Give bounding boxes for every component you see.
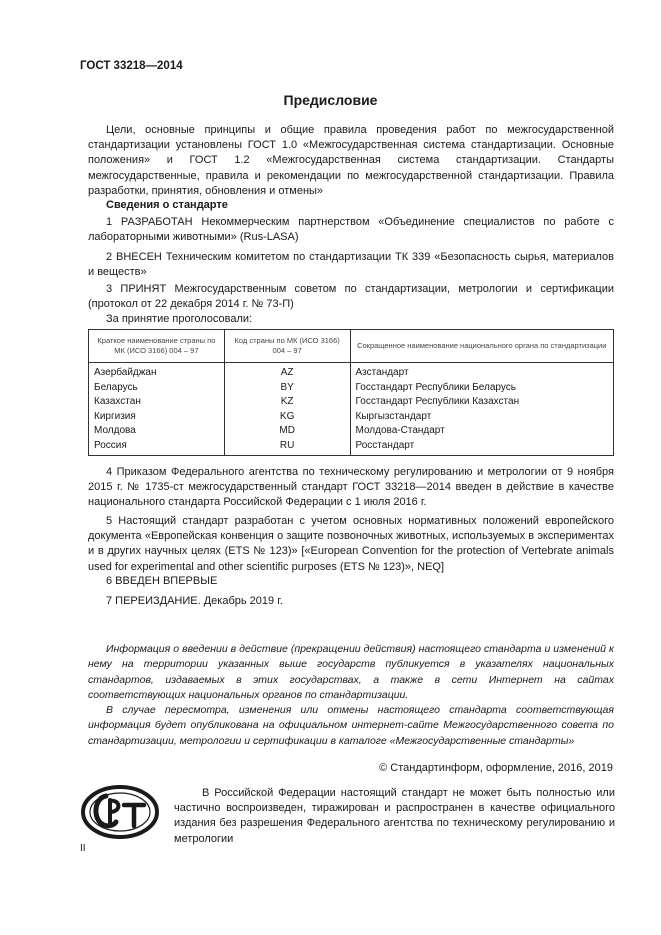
cell-body: Кыргызстандарт [350,410,613,425]
vote-table-header [89,330,614,363]
vote-table [88,329,614,456]
table-row [89,381,614,396]
info-note [88,642,614,704]
item-6-text: 6 ВВЕДЕН ВПЕРВЫЕ [106,575,218,587]
cell-country: Молдова [89,424,225,439]
item-3-text: 3 ПРИНЯТ Межгосударственным советом по стандартизации, метрологии и сертификации (протокол от 22 декабря 2014 г. № 73-П) [88,283,614,311]
header-country: Краткое наименование страны по МК (ИСО 3166) 004 – 97 [89,330,225,363]
intro-text: Цели, основные принципы и общие правила проведения работ по межгосударственной стандартизации установлены ГОСТ 1.0 «Межгосударственная система стандартизации. Основные положения» и ГОСТ 1.2 «Межгосударственная система стандартизации. Стандарты межгосударственные, правила и рекомендации по межгосударственной стандартизации. Правила разработки, принятия, обновления и отмены» [88,124,614,197]
table-row [89,424,614,439]
cell-body: Росстандарт [350,439,613,456]
page-number: II [80,843,86,854]
vote-intro: За принятие проголосовали: [106,313,253,325]
legal-notice-text: В Российской Федерации настоящий стандарт не может быть полностью или частично воспроизведен, тиражирован и распространен в качестве официального издания без разрешения Федерального агентства по техническому регулированию и метрологии [174,787,615,845]
cell-body: Молдова-Стандарт [350,424,613,439]
cell-country: Азербайджан [89,363,225,381]
item-5-text: 5 Настоящий стандарт разработан с учетом основных нормативных положений европейского документа «Европейская конвенция о защите позвоночных животных, используемых в экспериментах и в других научных целях (ETS № 123)» [«European Convention for the protection of Vertebrate animals used for experimental and other scientific purposes (ETS № 123)», NEQ] [88,515,614,573]
header-body: Сокращенное наименование национального органа по стандартизации [350,330,613,363]
cell-code: AZ [224,363,350,381]
rst-logo-icon [80,784,160,840]
cell-code: MD [224,424,350,439]
cell-code: KG [224,410,350,425]
table-row [89,363,614,381]
item-7-text: 7 ПЕРЕИЗДАНИЕ. Декабрь 2019 г. [106,595,283,607]
table-row [89,395,614,410]
cell-body: Госстандарт Республики Казахстан [350,395,613,410]
revision-note-text: В случае пересмотра, изменения или отмены настоящего стандарта соответствующая информация будет опубликована на официальном интернет-сайте Межгосударственного совета по стандартизации, метрологии и сертификации в каталоге «Межгосударственные стандарты» [88,704,614,747]
item-3 [88,282,614,312]
cell-country: Казахстан [89,395,225,410]
item-4 [88,465,614,511]
document-id: ГОСТ 33218—2014 [80,60,183,72]
table-row [89,410,614,425]
copyright: © Стандартинформ, оформление, 2016, 2019 [379,762,613,774]
cell-country: Беларусь [89,381,225,396]
legal-notice [174,786,615,847]
item-2 [88,250,614,280]
item-2-text: 2 ВНЕСЕН Техническим комитетом по стандартизации ТК 339 «Безопасность сырья, материалов и веществ» [88,251,614,279]
intro-paragraph [88,123,614,199]
cell-country: Россия [89,439,225,456]
revision-note [88,703,614,749]
cell-code: KZ [224,395,350,410]
item-1 [88,215,614,245]
item-5 [88,514,614,575]
item-6 [88,574,614,589]
item-7 [88,594,614,609]
header-code: Код страны по МК (ИСО 3166) 004 – 97 [224,330,350,363]
page-title: Предисловие [283,92,378,108]
item-4-text: 4 Приказом Федерального агентства по техническому регулированию и метрологии от 9 ноября 2015 г. № 1735-ст межгосударственный стандарт ГОСТ 33218—2014 введен в действие в качестве национального стандарта Российской Федерации с 1 июля 2016 г. [88,466,614,509]
cell-code: BY [224,381,350,396]
item-1-text: 1 РАЗРАБОТАН Некоммерческим партнерством «Объединение специалистов по работе с лабораторными животными» (Rus-LASA) [88,216,614,244]
section-heading: Сведения о стандарте [106,199,228,211]
cell-body: Госстандарт Республики Беларусь [350,381,613,396]
cell-body: Азстандарт [350,363,613,381]
cell-code: RU [224,439,350,456]
table-row [89,439,614,456]
cell-country: Киргизия [89,410,225,425]
info-note-text: Информация о введении в действие (прекращении действия) настоящего стандарта и изменений к нему на территории указанных выше государств публикуется в указателях национальных стандартов, издаваемых в этих государствах, а также в сети Интернет на сайтах соответствующих национальных органов по стандартизации. [88,643,614,702]
